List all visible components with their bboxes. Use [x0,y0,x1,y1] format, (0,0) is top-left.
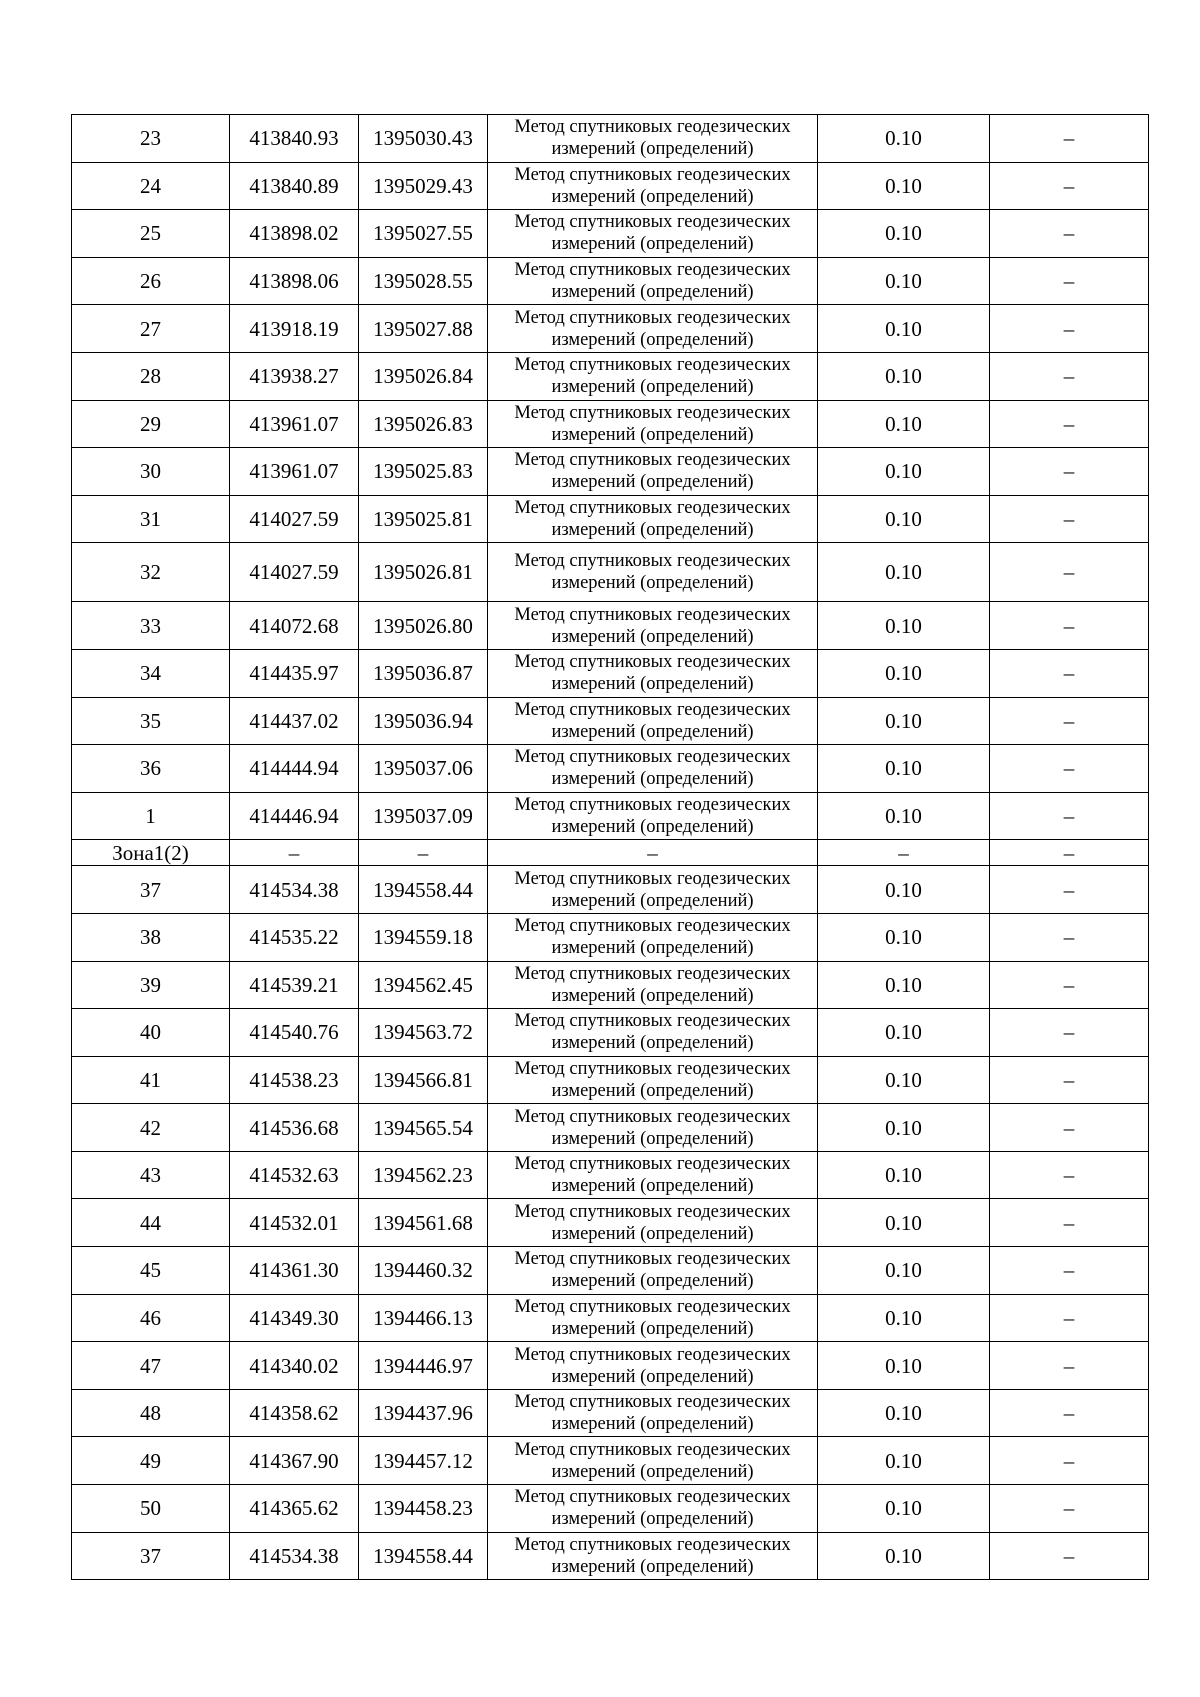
x-coordinate-cell: 414535.22 [230,913,359,961]
method-cell [488,495,818,543]
y-coordinate-cell: 1394437.96 [359,1389,488,1437]
accuracy-cell: 0.10 [818,1151,990,1199]
method-line: Метод спутниковых геодезических [514,963,791,984]
note-cell: – [990,115,1149,163]
table-row [72,745,1149,793]
y-coordinate-cell: 1394565.54 [359,1104,488,1152]
y-coordinate-cell: 1395037.09 [359,792,488,840]
table-row [72,1532,1149,1580]
table-row [72,1199,1149,1247]
note-cell: – [990,162,1149,210]
x-coordinate-cell: 414435.97 [230,649,359,697]
method-line: Метод спутниковых геодезических [514,652,791,673]
accuracy-cell: 0.10 [818,1342,990,1390]
method-cell [488,162,818,210]
note-cell: – [990,257,1149,305]
note-cell: – [990,961,1149,1009]
x-coordinate-cell: 414538.23 [230,1056,359,1104]
point-number-cell: 48 [72,1389,230,1437]
note-cell: – [990,352,1149,400]
x-coordinate-cell: 414534.38 [230,1532,359,1580]
point-number-cell: 47 [72,1342,230,1390]
table-row [72,697,1149,745]
accuracy-cell: 0.10 [818,961,990,1009]
method-line: Метод спутниковых геодезических [514,795,791,816]
y-coordinate-cell: 1395030.43 [359,115,488,163]
zone-header-row [72,840,1149,866]
x-coordinate-cell: 414027.59 [230,495,359,543]
note-cell: – [990,1342,1149,1390]
point-number-cell: 30 [72,448,230,496]
note-cell: – [990,1009,1149,1057]
method-line: измерений (определений) [551,769,754,790]
method-cell [488,792,818,840]
method-line: измерений (определений) [551,674,754,695]
method-cell [488,1437,818,1485]
method-line: измерений (определений) [551,282,754,303]
method-cell [488,1104,818,1152]
point-number-cell: 31 [72,495,230,543]
y-coordinate-cell: – [359,840,488,866]
accuracy-cell: 0.10 [818,649,990,697]
note-cell: – [990,1294,1149,1342]
note-cell: – [990,913,1149,961]
y-coordinate-cell: 1395036.87 [359,649,488,697]
note-cell: – [990,697,1149,745]
method-cell [488,305,818,353]
point-number-cell: Зона1(2) [72,840,230,866]
method-line: измерений (определений) [551,1461,754,1482]
x-coordinate-cell: 414358.62 [230,1389,359,1437]
note-cell: – [990,1247,1149,1295]
table-row [72,1389,1149,1437]
x-coordinate-cell: 413938.27 [230,352,359,400]
x-coordinate-cell: 414349.30 [230,1294,359,1342]
coordinates-table [71,114,1149,1580]
method-line: Метод спутниковых геодезических [514,117,791,138]
point-number-cell: 36 [72,745,230,793]
point-number-cell: 35 [72,697,230,745]
table-row [72,543,1149,602]
method-line: измерений (определений) [551,938,754,959]
y-coordinate-cell: 1395026.83 [359,400,488,448]
accuracy-cell: 0.10 [818,1199,990,1247]
x-coordinate-cell: 414027.59 [230,543,359,602]
note-cell: – [990,210,1149,258]
method-line: измерений (определений) [551,1080,754,1101]
y-coordinate-cell: 1394562.45 [359,961,488,1009]
point-number-cell: 27 [72,305,230,353]
table-row [72,448,1149,496]
table-row [72,913,1149,961]
y-coordinate-cell: 1395027.88 [359,305,488,353]
method-line: Метод спутниковых геодезических [514,1487,791,1508]
accuracy-cell: 0.10 [818,1437,990,1485]
accuracy-cell: 0.10 [818,1247,990,1295]
note-cell: – [990,792,1149,840]
y-coordinate-cell: 1395028.55 [359,257,488,305]
x-coordinate-cell: 413898.02 [230,210,359,258]
table-row [72,1485,1149,1533]
accuracy-cell: 0.10 [818,448,990,496]
method-line: Метод спутниковых геодезических [514,868,791,889]
accuracy-cell: 0.10 [818,1104,990,1152]
method-line: измерений (определений) [551,890,754,911]
method-line: измерений (определений) [551,1318,754,1339]
table-row [72,1294,1149,1342]
y-coordinate-cell: 1395036.94 [359,697,488,745]
x-coordinate-cell: 414540.76 [230,1009,359,1057]
method-cell [488,602,818,650]
method-line: измерений (определений) [551,817,754,838]
method-line: измерений (определений) [551,1033,754,1054]
y-coordinate-cell: 1395037.06 [359,745,488,793]
point-number-cell: 38 [72,913,230,961]
note-cell: – [990,866,1149,914]
note-cell: – [990,495,1149,543]
table-row [72,602,1149,650]
note-cell: – [990,1485,1149,1533]
method-line: измерений (определений) [551,234,754,255]
point-number-cell: 24 [72,162,230,210]
accuracy-cell: 0.10 [818,866,990,914]
table-row [72,1151,1149,1199]
x-coordinate-cell: 414367.90 [230,1437,359,1485]
accuracy-cell: 0.10 [818,1294,990,1342]
note-cell: – [990,400,1149,448]
method-line: Метод спутниковых геодезических [514,1534,791,1555]
method-cell [488,1151,818,1199]
x-coordinate-cell: 413961.07 [230,400,359,448]
point-number-cell: 28 [72,352,230,400]
method-cell [488,1009,818,1057]
method-line: Метод спутниковых геодезических [514,1154,791,1175]
method-line: Метод спутниковых геодезических [514,212,791,233]
table-row [72,1247,1149,1295]
note-cell: – [990,1056,1149,1104]
accuracy-cell: 0.10 [818,495,990,543]
method-cell [488,697,818,745]
method-line: Метод спутниковых геодезических [514,747,791,768]
method-cell [488,210,818,258]
method-line: Метод спутниковых геодезических [514,916,791,937]
method-line: Метод спутниковых геодезических [514,1011,791,1032]
point-number-cell: 33 [72,602,230,650]
note-cell: – [990,1389,1149,1437]
table-row [72,305,1149,353]
point-number-cell: 37 [72,866,230,914]
accuracy-cell: 0.10 [818,602,990,650]
x-coordinate-cell: 414534.38 [230,866,359,914]
table-row [72,495,1149,543]
method-line: Метод спутниковых геодезических [514,1201,791,1222]
point-number-cell: 50 [72,1485,230,1533]
method-line: Метод спутниковых геодезических [514,1058,791,1079]
y-coordinate-cell: 1394563.72 [359,1009,488,1057]
x-coordinate-cell: 413961.07 [230,448,359,496]
table-row [72,649,1149,697]
method-line: измерений (определений) [551,573,754,594]
point-number-cell: 40 [72,1009,230,1057]
table-row [72,1104,1149,1152]
y-coordinate-cell: 1394457.12 [359,1437,488,1485]
table-row [72,400,1149,448]
accuracy-cell: 0.10 [818,1389,990,1437]
x-coordinate-cell: – [230,840,359,866]
table-row [72,352,1149,400]
note-cell: – [990,1437,1149,1485]
accuracy-cell: 0.10 [818,210,990,258]
point-number-cell: 39 [72,961,230,1009]
y-coordinate-cell: 1395026.84 [359,352,488,400]
method-line: измерений (определений) [551,721,754,742]
method-line: Метод спутниковых геодезических [514,1392,791,1413]
y-coordinate-cell: 1394446.97 [359,1342,488,1390]
method-cell [488,115,818,163]
note-cell: – [990,1532,1149,1580]
accuracy-cell: 0.10 [818,1056,990,1104]
note-cell: – [990,305,1149,353]
method-cell [488,1294,818,1342]
y-coordinate-cell: 1395027.55 [359,210,488,258]
method-cell [488,1342,818,1390]
point-number-cell: 23 [72,115,230,163]
y-coordinate-cell: 1394558.44 [359,1532,488,1580]
y-coordinate-cell: 1394466.13 [359,1294,488,1342]
point-number-cell: 43 [72,1151,230,1199]
method-line: – [647,840,658,865]
accuracy-cell: 0.10 [818,1485,990,1533]
method-cell [488,1485,818,1533]
point-number-cell: 32 [72,543,230,602]
y-coordinate-cell: 1394566.81 [359,1056,488,1104]
method-cell [488,1199,818,1247]
note-cell: – [990,1151,1149,1199]
method-line: Метод спутниковых геодезических [514,551,791,572]
accuracy-cell: 0.10 [818,543,990,602]
table-row [72,115,1149,163]
note-cell: – [990,745,1149,793]
note-cell: – [990,448,1149,496]
x-coordinate-cell: 414532.63 [230,1151,359,1199]
note-cell: – [990,649,1149,697]
method-line: Метод спутниковых геодезических [514,1249,791,1270]
y-coordinate-cell: 1395025.81 [359,495,488,543]
note-cell: – [990,602,1149,650]
method-line: Метод спутниковых геодезических [514,699,791,720]
note-cell: – [990,1199,1149,1247]
y-coordinate-cell: 1395029.43 [359,162,488,210]
method-cell [488,543,818,602]
method-cell [488,840,818,866]
accuracy-cell: 0.10 [818,257,990,305]
table-row [72,162,1149,210]
method-line: Метод спутниковых геодезических [514,604,791,625]
x-coordinate-cell: 413840.89 [230,162,359,210]
method-line: измерений (определений) [551,1271,754,1292]
point-number-cell: 44 [72,1199,230,1247]
method-line: Метод спутниковых геодезических [514,402,791,423]
method-line: измерений (определений) [551,377,754,398]
y-coordinate-cell: 1394458.23 [359,1485,488,1533]
table-row [72,866,1149,914]
method-line: измерений (определений) [551,626,754,647]
point-number-cell: 25 [72,210,230,258]
accuracy-cell: 0.10 [818,400,990,448]
method-line: измерений (определений) [551,424,754,445]
point-number-cell: 46 [72,1294,230,1342]
accuracy-cell: 0.10 [818,305,990,353]
accuracy-cell: – [818,840,990,866]
method-cell [488,745,818,793]
method-line: измерений (определений) [551,1556,754,1577]
x-coordinate-cell: 414361.30 [230,1247,359,1295]
accuracy-cell: 0.10 [818,115,990,163]
note-cell: – [990,840,1149,866]
x-coordinate-cell: 414446.94 [230,792,359,840]
method-cell [488,1056,818,1104]
x-coordinate-cell: 413840.93 [230,115,359,163]
method-line: измерений (определений) [551,329,754,350]
y-coordinate-cell: 1394558.44 [359,866,488,914]
y-coordinate-cell: 1395026.80 [359,602,488,650]
table-row [72,257,1149,305]
accuracy-cell: 0.10 [818,792,990,840]
method-line: Метод спутниковых геодезических [514,260,791,281]
method-line: Метод спутниковых геодезических [514,450,791,471]
accuracy-cell: 0.10 [818,697,990,745]
point-number-cell: 42 [72,1104,230,1152]
method-cell [488,1532,818,1580]
method-line: измерений (определений) [551,139,754,160]
x-coordinate-cell: 414340.02 [230,1342,359,1390]
point-number-cell: 45 [72,1247,230,1295]
accuracy-cell: 0.10 [818,352,990,400]
x-coordinate-cell: 414532.01 [230,1199,359,1247]
point-number-cell: 29 [72,400,230,448]
x-coordinate-cell: 414072.68 [230,602,359,650]
method-cell [488,961,818,1009]
y-coordinate-cell: 1394559.18 [359,913,488,961]
method-line: Метод спутниковых геодезических [514,1439,791,1460]
x-coordinate-cell: 414437.02 [230,697,359,745]
accuracy-cell: 0.10 [818,913,990,961]
point-number-cell: 26 [72,257,230,305]
y-coordinate-cell: 1394562.23 [359,1151,488,1199]
table-row [72,1056,1149,1104]
method-cell [488,400,818,448]
method-cell [488,913,818,961]
accuracy-cell: 0.10 [818,162,990,210]
accuracy-cell: 0.10 [818,745,990,793]
method-cell [488,1389,818,1437]
method-cell [488,649,818,697]
method-line: измерений (определений) [551,520,754,541]
table-row [72,1342,1149,1390]
method-line: измерений (определений) [551,1176,754,1197]
y-coordinate-cell: 1394460.32 [359,1247,488,1295]
accuracy-cell: 0.10 [818,1532,990,1580]
method-cell [488,352,818,400]
method-line: измерений (определений) [551,1366,754,1387]
method-cell [488,866,818,914]
y-coordinate-cell: 1395026.81 [359,543,488,602]
accuracy-cell: 0.10 [818,1009,990,1057]
method-line: Метод спутниковых геодезических [514,164,791,185]
table-row [72,961,1149,1009]
x-coordinate-cell: 414365.62 [230,1485,359,1533]
x-coordinate-cell: 414444.94 [230,745,359,793]
method-line: Метод спутниковых геодезических [514,355,791,376]
note-cell: – [990,1104,1149,1152]
method-line: измерений (определений) [551,1223,754,1244]
x-coordinate-cell: 414536.68 [230,1104,359,1152]
method-line: Метод спутниковых геодезических [514,1296,791,1317]
method-line: измерений (определений) [551,1414,754,1435]
method-line: Метод спутниковых геодезических [514,498,791,519]
method-line: измерений (определений) [551,472,754,493]
table-row [72,1437,1149,1485]
table-row [72,210,1149,258]
y-coordinate-cell: 1395025.83 [359,448,488,496]
x-coordinate-cell: 414539.21 [230,961,359,1009]
note-cell: – [990,543,1149,602]
coordinates-table-body [72,115,1149,1580]
point-number-cell: 41 [72,1056,230,1104]
method-line: измерений (определений) [551,1128,754,1149]
method-line: Метод спутниковых геодезических [514,307,791,328]
x-coordinate-cell: 413898.06 [230,257,359,305]
point-number-cell: 37 [72,1532,230,1580]
method-cell [488,257,818,305]
method-line: измерений (определений) [551,1509,754,1530]
table-row [72,1009,1149,1057]
point-number-cell: 1 [72,792,230,840]
method-cell [488,1247,818,1295]
table-row [72,792,1149,840]
x-coordinate-cell: 413918.19 [230,305,359,353]
method-line: Метод спутниковых геодезических [514,1344,791,1365]
point-number-cell: 49 [72,1437,230,1485]
method-line: измерений (определений) [551,985,754,1006]
method-line: Метод спутниковых геодезических [514,1106,791,1127]
y-coordinate-cell: 1394561.68 [359,1199,488,1247]
method-cell [488,448,818,496]
point-number-cell: 34 [72,649,230,697]
method-line: измерений (определений) [551,186,754,207]
